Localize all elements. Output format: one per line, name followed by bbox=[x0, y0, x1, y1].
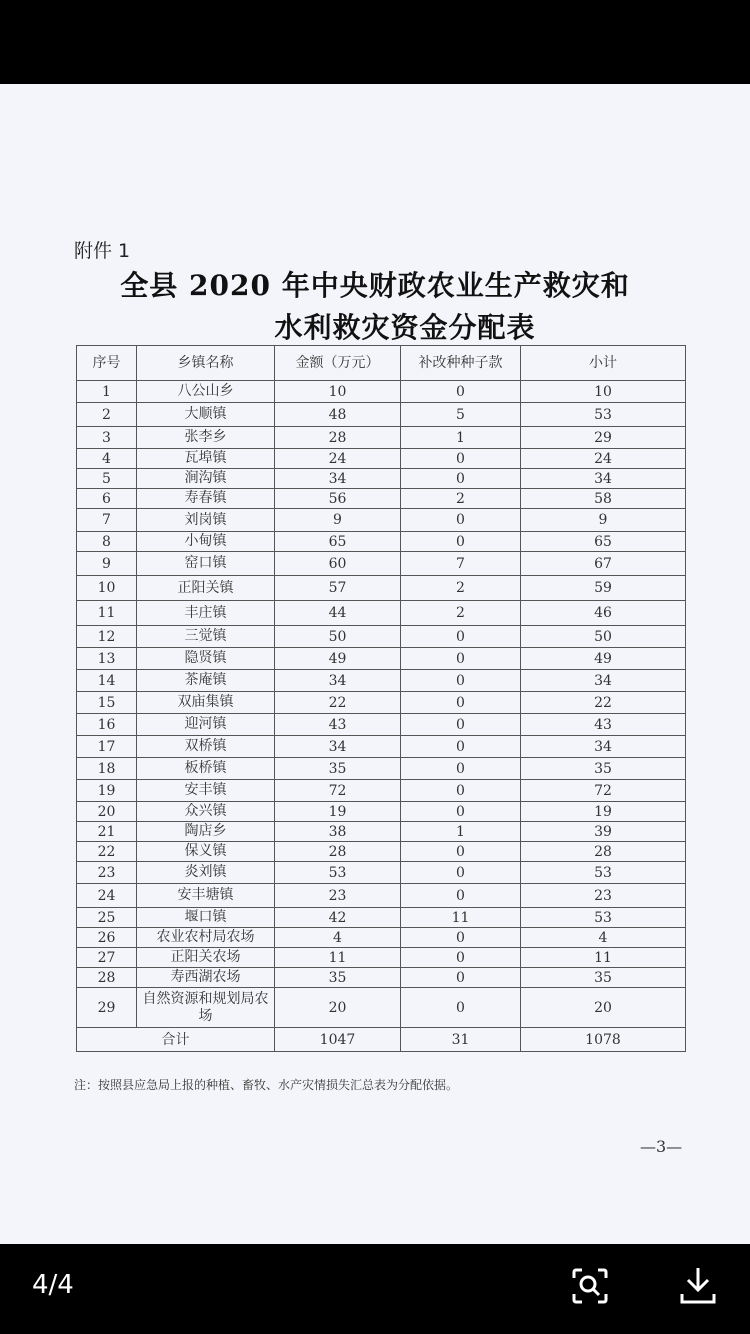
row-seq: 25 bbox=[77, 908, 137, 928]
row-town: 寿春镇 bbox=[137, 489, 275, 509]
row-seed: 7 bbox=[401, 552, 521, 576]
row-subtotal: 53 bbox=[521, 862, 686, 884]
total-amount: 1047 bbox=[275, 1028, 401, 1052]
table-row bbox=[77, 714, 686, 736]
table-row bbox=[77, 948, 686, 968]
row-town: 陶店乡 bbox=[137, 822, 275, 842]
row-seq: 1 bbox=[77, 381, 137, 403]
row-seq: 8 bbox=[77, 532, 137, 552]
row-seed: 0 bbox=[401, 532, 521, 552]
row-subtotal: 34 bbox=[521, 736, 686, 758]
row-seq: 9 bbox=[77, 552, 137, 576]
row-amount: 11 bbox=[275, 948, 401, 968]
row-seq: 28 bbox=[77, 968, 137, 988]
row-seed: 0 bbox=[401, 862, 521, 884]
row-subtotal: 35 bbox=[521, 758, 686, 780]
scan-search-icon[interactable] bbox=[568, 1264, 612, 1308]
row-subtotal: 53 bbox=[521, 403, 686, 427]
row-amount: 48 bbox=[275, 403, 401, 427]
row-town: 安丰镇 bbox=[137, 780, 275, 802]
row-town: 正阳关农场 bbox=[137, 948, 275, 968]
row-seq: 15 bbox=[77, 692, 137, 714]
row-amount: 28 bbox=[275, 842, 401, 862]
document-title-line1: 全县 2020 年中央财政农业生产救灾和 bbox=[120, 269, 630, 302]
row-town: 小甸镇 bbox=[137, 532, 275, 552]
row-amount: 28 bbox=[275, 427, 401, 449]
row-seq: 20 bbox=[77, 802, 137, 822]
table-row bbox=[77, 489, 686, 509]
row-subtotal: 46 bbox=[521, 601, 686, 626]
row-seq: 24 bbox=[77, 884, 137, 908]
row-seed: 0 bbox=[401, 714, 521, 736]
table-row bbox=[77, 822, 686, 842]
row-seq: 16 bbox=[77, 714, 137, 736]
footnote: 注：按照县应急局上报的种植、畜牧、水产灾情损失汇总表为分配依据。 bbox=[74, 1078, 459, 1092]
row-seq: 7 bbox=[77, 509, 137, 532]
row-subtotal: 50 bbox=[521, 626, 686, 648]
table-row bbox=[77, 469, 686, 489]
row-amount: 65 bbox=[275, 532, 401, 552]
row-amount: 38 bbox=[275, 822, 401, 842]
row-town: 保义镇 bbox=[137, 842, 275, 862]
row-seed: 0 bbox=[401, 449, 521, 469]
row-seq: 11 bbox=[77, 601, 137, 626]
row-amount: 42 bbox=[275, 908, 401, 928]
row-town: 丰庄镇 bbox=[137, 601, 275, 626]
row-amount: 4 bbox=[275, 928, 401, 948]
row-seq: 19 bbox=[77, 780, 137, 802]
row-town: 双庙集镇 bbox=[137, 692, 275, 714]
row-amount: 34 bbox=[275, 469, 401, 489]
table-row bbox=[77, 842, 686, 862]
row-town: 农业农村局农场 bbox=[137, 928, 275, 948]
row-subtotal: 72 bbox=[521, 780, 686, 802]
row-town: 瓦埠镇 bbox=[137, 449, 275, 469]
row-seq: 18 bbox=[77, 758, 137, 780]
row-seq: 26 bbox=[77, 928, 137, 948]
table-row bbox=[77, 626, 686, 648]
row-seq: 12 bbox=[77, 626, 137, 648]
row-seed: 0 bbox=[401, 626, 521, 648]
row-seed: 0 bbox=[401, 928, 521, 948]
row-town: 自然资源和规划局农场 bbox=[137, 988, 275, 1028]
row-subtotal: 39 bbox=[521, 822, 686, 842]
row-seq: 21 bbox=[77, 822, 137, 842]
header-seq: 序号 bbox=[77, 346, 137, 381]
row-amount: 24 bbox=[275, 449, 401, 469]
row-amount: 19 bbox=[275, 802, 401, 822]
row-seed: 0 bbox=[401, 968, 521, 988]
row-subtotal: 28 bbox=[521, 842, 686, 862]
row-amount: 57 bbox=[275, 576, 401, 601]
row-seed: 0 bbox=[401, 884, 521, 908]
page-counter: 4/4 bbox=[32, 1270, 74, 1300]
row-subtotal: 9 bbox=[521, 509, 686, 532]
allocation-table bbox=[76, 345, 686, 1052]
row-seed: 0 bbox=[401, 670, 521, 692]
table-row bbox=[77, 532, 686, 552]
total-label: 合计 bbox=[77, 1028, 275, 1052]
row-seed: 0 bbox=[401, 381, 521, 403]
row-town: 窑口镇 bbox=[137, 552, 275, 576]
row-amount: 34 bbox=[275, 670, 401, 692]
row-seed: 0 bbox=[401, 758, 521, 780]
viewer-toolbar bbox=[0, 1244, 750, 1334]
row-subtotal: 4 bbox=[521, 928, 686, 948]
table-row bbox=[77, 552, 686, 576]
row-subtotal: 10 bbox=[521, 381, 686, 403]
row-town: 寿西湖农场 bbox=[137, 968, 275, 988]
total-row bbox=[77, 1028, 686, 1052]
row-seed: 0 bbox=[401, 988, 521, 1028]
row-town: 正阳关镇 bbox=[137, 576, 275, 601]
table-row bbox=[77, 802, 686, 822]
row-seed: 0 bbox=[401, 692, 521, 714]
row-seq: 27 bbox=[77, 948, 137, 968]
table-row bbox=[77, 692, 686, 714]
row-subtotal: 59 bbox=[521, 576, 686, 601]
row-amount: 53 bbox=[275, 862, 401, 884]
total-seed: 31 bbox=[401, 1028, 521, 1052]
row-subtotal: 11 bbox=[521, 948, 686, 968]
row-seed: 5 bbox=[401, 403, 521, 427]
row-amount: 56 bbox=[275, 489, 401, 509]
row-seq: 14 bbox=[77, 670, 137, 692]
row-amount: 72 bbox=[275, 780, 401, 802]
row-amount: 9 bbox=[275, 509, 401, 532]
row-subtotal: 67 bbox=[521, 552, 686, 576]
page-number: —3— bbox=[640, 1137, 683, 1156]
table-row bbox=[77, 908, 686, 928]
table-row bbox=[77, 968, 686, 988]
table-row bbox=[77, 862, 686, 884]
header-town: 乡镇名称 bbox=[137, 346, 275, 381]
table-row bbox=[77, 758, 686, 780]
row-subtotal: 29 bbox=[521, 427, 686, 449]
row-amount: 49 bbox=[275, 648, 401, 670]
row-seed: 0 bbox=[401, 469, 521, 489]
row-seed: 2 bbox=[401, 489, 521, 509]
row-subtotal: 65 bbox=[521, 532, 686, 552]
row-seq: 22 bbox=[77, 842, 137, 862]
row-seed: 1 bbox=[401, 822, 521, 842]
row-seq: 2 bbox=[77, 403, 137, 427]
row-town: 八公山乡 bbox=[137, 381, 275, 403]
table-row bbox=[77, 670, 686, 692]
table-header-row bbox=[77, 346, 686, 381]
row-seq: 3 bbox=[77, 427, 137, 449]
table-row bbox=[77, 576, 686, 601]
table-row bbox=[77, 780, 686, 802]
row-town: 大顺镇 bbox=[137, 403, 275, 427]
row-amount: 20 bbox=[275, 988, 401, 1028]
row-seed: 2 bbox=[401, 601, 521, 626]
row-seq: 23 bbox=[77, 862, 137, 884]
row-town: 双桥镇 bbox=[137, 736, 275, 758]
header-amount: 金额（万元） bbox=[275, 346, 401, 381]
table-row bbox=[77, 403, 686, 427]
row-town: 板桥镇 bbox=[137, 758, 275, 780]
row-seq: 6 bbox=[77, 489, 137, 509]
header-seed-fund: 补改种种子款 bbox=[401, 346, 521, 381]
table-row bbox=[77, 449, 686, 469]
row-seq: 5 bbox=[77, 469, 137, 489]
row-subtotal: 34 bbox=[521, 469, 686, 489]
row-amount: 34 bbox=[275, 736, 401, 758]
document-title-line2: 水利救灾资金分配表 bbox=[274, 311, 536, 344]
table-row bbox=[77, 427, 686, 449]
row-amount: 35 bbox=[275, 758, 401, 780]
row-subtotal: 53 bbox=[521, 908, 686, 928]
table-row bbox=[77, 988, 686, 1028]
row-town: 炎刘镇 bbox=[137, 862, 275, 884]
row-amount: 10 bbox=[275, 381, 401, 403]
row-amount: 60 bbox=[275, 552, 401, 576]
document-page bbox=[0, 84, 750, 1244]
row-seq: 13 bbox=[77, 648, 137, 670]
download-icon[interactable] bbox=[676, 1264, 720, 1308]
row-seed: 0 bbox=[401, 780, 521, 802]
row-seed: 0 bbox=[401, 509, 521, 532]
row-amount: 35 bbox=[275, 968, 401, 988]
row-subtotal: 20 bbox=[521, 988, 686, 1028]
row-subtotal: 49 bbox=[521, 648, 686, 670]
row-seq: 10 bbox=[77, 576, 137, 601]
row-town: 刘岗镇 bbox=[137, 509, 275, 532]
row-town: 堰口镇 bbox=[137, 908, 275, 928]
row-amount: 22 bbox=[275, 692, 401, 714]
row-subtotal: 35 bbox=[521, 968, 686, 988]
row-town: 茶庵镇 bbox=[137, 670, 275, 692]
total-subtotal: 1078 bbox=[521, 1028, 686, 1052]
row-seq: 17 bbox=[77, 736, 137, 758]
table-row bbox=[77, 601, 686, 626]
row-amount: 43 bbox=[275, 714, 401, 736]
row-amount: 23 bbox=[275, 884, 401, 908]
row-subtotal: 23 bbox=[521, 884, 686, 908]
row-amount: 44 bbox=[275, 601, 401, 626]
row-subtotal: 19 bbox=[521, 802, 686, 822]
table-row bbox=[77, 381, 686, 403]
row-town: 安丰塘镇 bbox=[137, 884, 275, 908]
table-row bbox=[77, 648, 686, 670]
row-seed: 0 bbox=[401, 736, 521, 758]
table-row bbox=[77, 509, 686, 532]
row-town: 众兴镇 bbox=[137, 802, 275, 822]
row-subtotal: 43 bbox=[521, 714, 686, 736]
row-town: 迎河镇 bbox=[137, 714, 275, 736]
row-subtotal: 24 bbox=[521, 449, 686, 469]
row-town: 三觉镇 bbox=[137, 626, 275, 648]
row-seq: 4 bbox=[77, 449, 137, 469]
row-seed: 2 bbox=[401, 576, 521, 601]
row-subtotal: 58 bbox=[521, 489, 686, 509]
row-town: 隐贤镇 bbox=[137, 648, 275, 670]
row-subtotal: 34 bbox=[521, 670, 686, 692]
row-seed: 0 bbox=[401, 842, 521, 862]
row-town: 涧沟镇 bbox=[137, 469, 275, 489]
attachment-label: 附件 1 bbox=[74, 240, 131, 262]
row-seed: 0 bbox=[401, 802, 521, 822]
row-town: 张李乡 bbox=[137, 427, 275, 449]
row-subtotal: 22 bbox=[521, 692, 686, 714]
table-row bbox=[77, 884, 686, 908]
row-seed: 0 bbox=[401, 648, 521, 670]
row-seed: 0 bbox=[401, 948, 521, 968]
header-subtotal: 小计 bbox=[521, 346, 686, 381]
row-seed: 11 bbox=[401, 908, 521, 928]
table-row bbox=[77, 736, 686, 758]
row-amount: 50 bbox=[275, 626, 401, 648]
row-seq: 29 bbox=[77, 988, 137, 1028]
table-row bbox=[77, 928, 686, 948]
row-seed: 1 bbox=[401, 427, 521, 449]
